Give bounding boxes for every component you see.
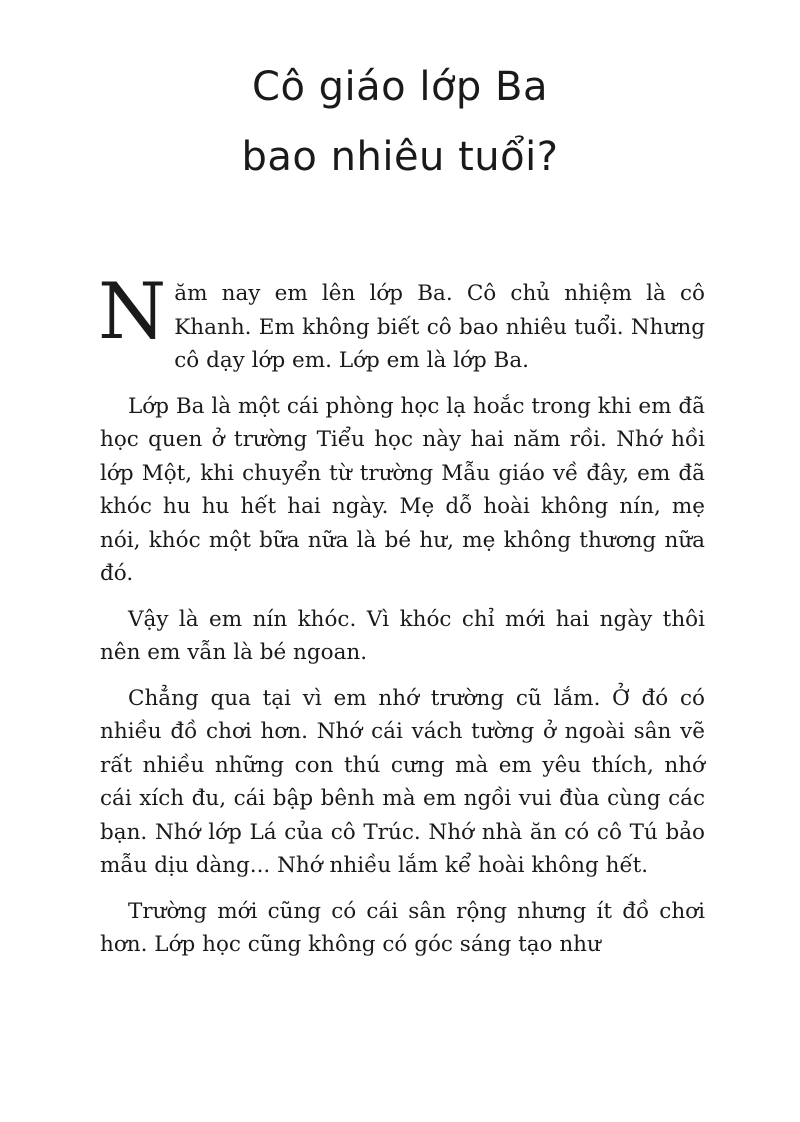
chapter-title-line-1: Cô giáo lớp Ba <box>252 64 548 110</box>
paragraph-1-text: ăm nay em lên lớp Ba. Cô chủ nhiệm là cô Khanh. Em không biết cô bao nhiêu tuổi. Nhưng cô dạy lớp em. Lớp em là lớp Ba. <box>174 281 705 373</box>
drop-cap: N <box>98 267 167 357</box>
chapter-body <box>98 267 705 974</box>
chapter-title <box>0 52 800 192</box>
paragraph-1 <box>98 267 705 378</box>
chapter-title-line-2: bao nhiêu tuổi? <box>241 134 559 180</box>
paragraph-4: Chẳng qua tại vì em nhớ trường cũ lắm. Ở đó có nhiều đồ chơi hơn. Nhớ cái vách tường ở ngoài sân vẽ rất nhiều những con thú cưng mà em yêu thích, nhớ cái xích đu, cái bập bênh mà em ngồi vui đùa cùng các bạn. Nhớ lớp Lá của cô Trúc. Nhớ nhà ăn có cô Tú bảo mẫu dịu dàng... Nhớ nhiều lắm kể hoài không hết. <box>100 685 705 878</box>
paragraph-3: Vậy là em nín khóc. Vì khóc chỉ mới hai ngày thôi nên em vẫn là bé ngoan. <box>100 606 705 665</box>
paragraph-2: Lớp Ba là một cái phòng học lạ hoắc trong khi em đã học quen ở trường Tiểu học này hai năm rồi. Nhớ hồi lớp Một, khi chuyển từ trường Mẫu giáo về đây, em đã khóc hu hu hết hai ngày. Mẹ dỗ hoài không nín, mẹ nói, khóc một bữa nữa là bé hư, mẹ không thương nữa đó. <box>100 393 705 586</box>
paragraph-5: Trường mới cũng có cái sân rộng nhưng ít đồ chơi hơn. Lớp học cũng không có góc sáng tạo như <box>100 898 705 957</box>
